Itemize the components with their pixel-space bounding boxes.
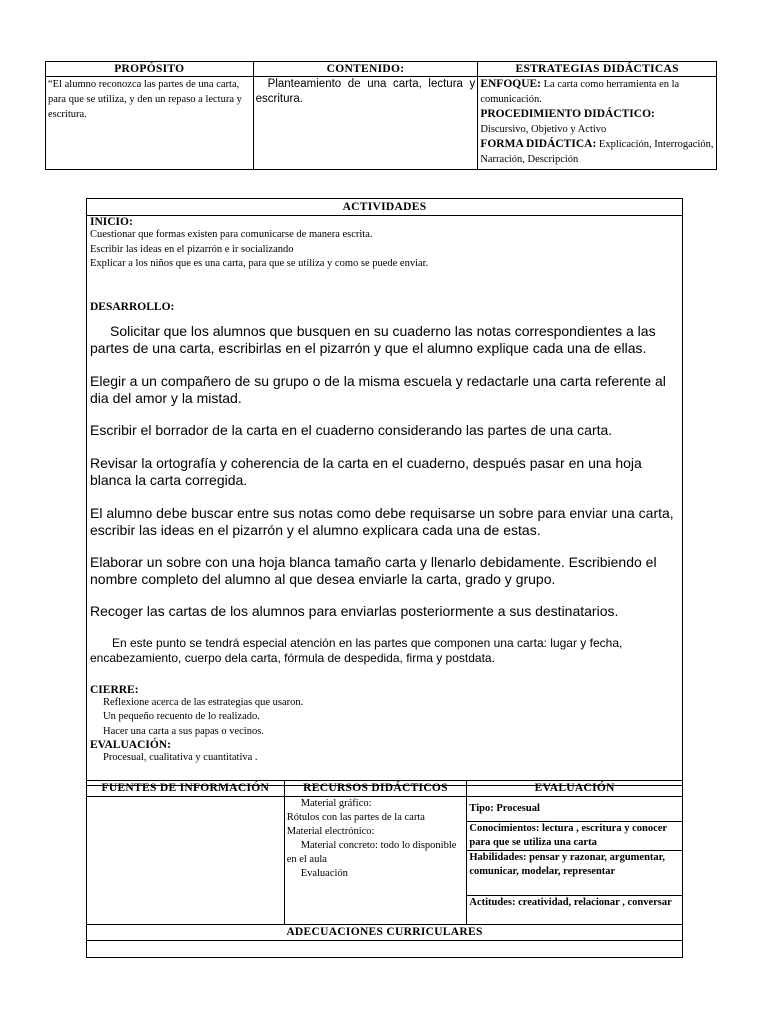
inicio-item: Explicar a los niños que es una carta, para que se utiliza y como se puede enviar.: [90, 258, 429, 269]
recursos-item: Rótulos con las partes de la carta: [286, 812, 425, 823]
actividades-title: ACTIVIDADES: [87, 199, 682, 216]
desarrollo-note: En este punto se tendrá especial atención en las partes que componen una carta: lugar y fecha, encabezamiento, cuerpo dela carta, fórmula de despedida, firma y postdata.: [90, 635, 623, 665]
eval-conocimientos: Conocimientos: lectura , escritura y conocer para que se utiliza una carta: [467, 822, 683, 851]
inicio-item: Escribir las ideas en el pizarrón e ir socializando: [90, 243, 294, 255]
cierre-item: Un pequeño recuento de lo realizado.: [103, 711, 260, 722]
actividades-box: [86, 198, 683, 786]
recursos-item: Material electrónico:: [286, 826, 375, 837]
resources-table: [86, 780, 683, 958]
desarrollo-item: Revisar la ortografía y coherencia de la carta en el cuaderno, después pasar en una hoja blanca la carta corregida.: [90, 454, 642, 488]
header-fuentes: FUENTES DE INFORMACIÓN: [87, 781, 285, 797]
desarrollo-item: Recoger las cartas de los alumnos para enviarlas posteriormente a sus destinatarios.: [90, 602, 619, 619]
desarrollo-item: Elegir a un compañero de su grupo o de la misma escuela y redactarle una carta referente al dia del amor y la mistad.: [90, 372, 666, 406]
recursos-item: Material gráfico:: [300, 798, 372, 809]
inicio-item: Cuestionar que formas existen para comunicarse de manera escrita.: [90, 229, 373, 240]
desarrollo-title: DESARROLLO:: [90, 300, 175, 313]
contenido-cell: [253, 77, 478, 170]
cierre-item: Reflexione acerca de las estrategias que usaron.: [103, 696, 304, 708]
procedimiento-label: PROCEDIMIENTO DIDÁCTICO:: [480, 108, 655, 120]
desarrollo-item: Escribir el borrador de la carta en el cuaderno considerando las partes de una carta.: [90, 421, 613, 438]
estrategias-cell: [478, 77, 717, 170]
inicio-title: INICIO:: [90, 216, 133, 228]
header-recursos: RECURSOS DIDÁCTICOS: [284, 781, 467, 797]
recursos-item: Evaluación: [300, 868, 348, 879]
adecuaciones-cell: [87, 941, 683, 958]
adecuaciones-header: ADECUACIONES CURRICULARES: [87, 925, 683, 941]
procedimiento-text: Discursivo, Objetivo y Activo: [480, 124, 607, 135]
enfoque-text: La carta como herramienta en la comunicación.: [480, 79, 680, 105]
eval-actitudes: Actitudes: creatividad, relacionar , conversar: [467, 896, 683, 925]
proposito-text: “El alumno reconozca las partes de una carta, para que se utiliza, y den un repaso a lectura y escritura.: [48, 79, 242, 120]
header-estrategias: ESTRATEGIAS DIDÁCTICAS: [478, 62, 717, 77]
desarrollo-item: El alumno debe buscar entre sus notas como debe requisarse un sobre para enviar una carta, escribir las ideas en el pizarrón y el alumno explicara cada una de estas.: [90, 504, 674, 538]
header-evaluacion: EVALUACIÓN: [467, 781, 683, 797]
recursos-cell: [284, 797, 467, 925]
evaluacion-title: EVALUACIÓN:: [90, 739, 171, 751]
desarrollo-item: Solicitar que los alumnos que busquen en su cuaderno las notas correspondientes a las partes de una carta, escribirlas en el pizarrón y que el alumno explique cada una de ellas.: [90, 322, 656, 356]
header-contenido: CONTENIDO:: [253, 62, 478, 77]
recursos-item: Material concreto: todo lo disponible en el aula: [286, 840, 457, 865]
forma-label: FORMA DIDÁCTICA:: [480, 138, 597, 150]
cierre-title: CIERRE:: [90, 683, 139, 696]
forma-text: Explicación, Interrogación, Narración, Descripción: [480, 139, 714, 165]
proposito-cell: [46, 77, 254, 170]
header-proposito: PROPÓSITO: [46, 62, 254, 77]
contenido-text: Planteamiento de una carta, lectura y escritura.: [255, 78, 476, 105]
eval-tipo: Tipo: Procesual: [467, 797, 683, 822]
evaluacion-text: Procesual, cualitativa y cuantitativa .: [103, 752, 258, 763]
enfoque-label: ENFOQUE:: [480, 78, 542, 90]
cierre-item: Hacer una carta a sus papas o vecinos.: [103, 725, 264, 737]
desarrollo-item: Elaborar un sobre con una hoja blanca tamaño carta y llenarlo debidamente. Escribiendo el nombre completo del alumno al que desea enviarle la carta, grado y grupo.: [90, 553, 657, 587]
planning-table: [45, 61, 717, 170]
eval-habilidades: Habilidades: pensar y razonar, argumentar, comunicar, modelar, representar: [467, 851, 683, 896]
fuentes-cell: [87, 797, 285, 925]
